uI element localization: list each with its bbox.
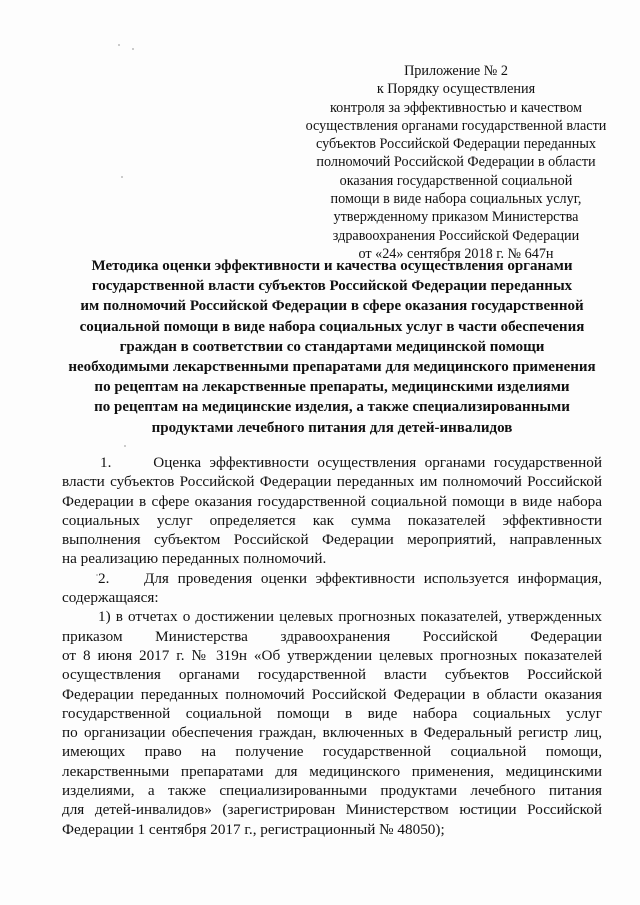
appendix-line: здравоохранения Российской Федерации: [332, 227, 580, 244]
body-line: Федерации в сфере оказания государственной социальной помощи в виде набора: [62, 492, 602, 510]
body-line: по организации обеспечения граждан, включенных в Федеральный регистр лиц,: [62, 724, 602, 742]
appendix-line: субъектов Российской Федерации переданных: [315, 136, 596, 153]
body-line: Федерации 1 сентября 2017 г., регистрационный № 48050);: [62, 820, 445, 838]
appendix-line: помощи в виде набора социальных услуг,: [330, 191, 582, 208]
title-line: необходимыми лекарственными препаратами для медицинского применения: [68, 359, 596, 376]
appendix-line: осуществления органами государственной власти: [305, 117, 607, 134]
body-line: власти субъектов Российской Федерации переданных им полномочий Российской: [62, 473, 602, 491]
title-line: Методика оценки эффективности и качества осуществления органами: [91, 258, 573, 274]
appendix-line: оказания государственной социальной: [339, 172, 573, 189]
body-line: выполнения субъектом Российской Федерации мероприятий, направленных: [62, 531, 602, 549]
appendix-line: полномочий Российской Федерации в области: [316, 154, 596, 171]
scan-speck: [118, 44, 120, 46]
appendix-line: от «24» сентября 2018 г. № 647н: [358, 245, 554, 262]
scan-speck: [124, 445, 126, 447]
body-line: от 8 июня 2017 г. № 319н «Об утверждении целевых прогнозных показателей: [62, 646, 602, 664]
title-line: по рецептам на лекарственные препараты, медицинскими изделиями: [94, 379, 570, 396]
title-line: по рецептам на медицинские изделия, а также специализированными: [94, 399, 570, 416]
title-line: государственной власти субъектов Российской Федерации переданных: [91, 278, 573, 295]
body-line: 2. Для проведения оценки эффективности используется информация,: [98, 569, 602, 587]
document-title: [58, 256, 606, 438]
body-line: осуществления органами государственной власти субъектов Российской: [62, 666, 602, 684]
appendix-header: [300, 62, 612, 263]
scan-speck: [132, 48, 134, 50]
body-line: изделиями, а также специализированными продуктами лечебного питания: [62, 782, 602, 800]
body-line: государственной социальной помощи в виде набора социальных услуг: [62, 704, 602, 722]
document-body: [62, 453, 602, 839]
body-line: на реализацию переданных полномочий.: [62, 550, 327, 568]
appendix-line: к Порядку осуществления: [376, 81, 536, 98]
body-line: имеющих право на получение государственной социальной помощи,: [62, 743, 602, 761]
scan-speck: [121, 176, 123, 178]
body-line: Федерации переданных полномочий Российской Федерации в области оказания: [62, 685, 602, 703]
body-line: лекарственными препаратами для медицинского применения, медицинскими: [62, 762, 602, 780]
title-line: социальной помощи в виде набора социальных услуг в части обеспечения: [79, 318, 585, 335]
appendix-line: контроля за эффективностью и качеством: [329, 99, 583, 116]
appendix-line: утвержденному приказом Министерства: [333, 209, 579, 226]
body-line: 1. Оценка эффективности осуществления органами государственной: [100, 454, 602, 471]
scan-speck: [96, 574, 98, 576]
body-line: приказом Министерства здравоохранения Российской Федерации: [62, 627, 602, 645]
body-line: содержащаяся:: [62, 589, 159, 607]
body-line: социальных услуг определяется как сумма показателей эффективности: [62, 511, 602, 529]
title-line: граждан в соответствии со стандартами медицинской помощи: [119, 338, 545, 355]
appendix-line: Приложение № 2: [404, 63, 508, 79]
body-line: 1) в отчетах о достижении целевых прогнозных показателей, утвержденных: [98, 608, 602, 626]
title-line: продуктами лечебного питания для детей-инвалидов: [151, 419, 513, 436]
body-line: для детей-инвалидов» (зарегистрирован Министерством юстиции Российской: [62, 801, 602, 819]
title-line: им полномочий Российской Федерации в сфере оказания государственной: [80, 298, 584, 315]
